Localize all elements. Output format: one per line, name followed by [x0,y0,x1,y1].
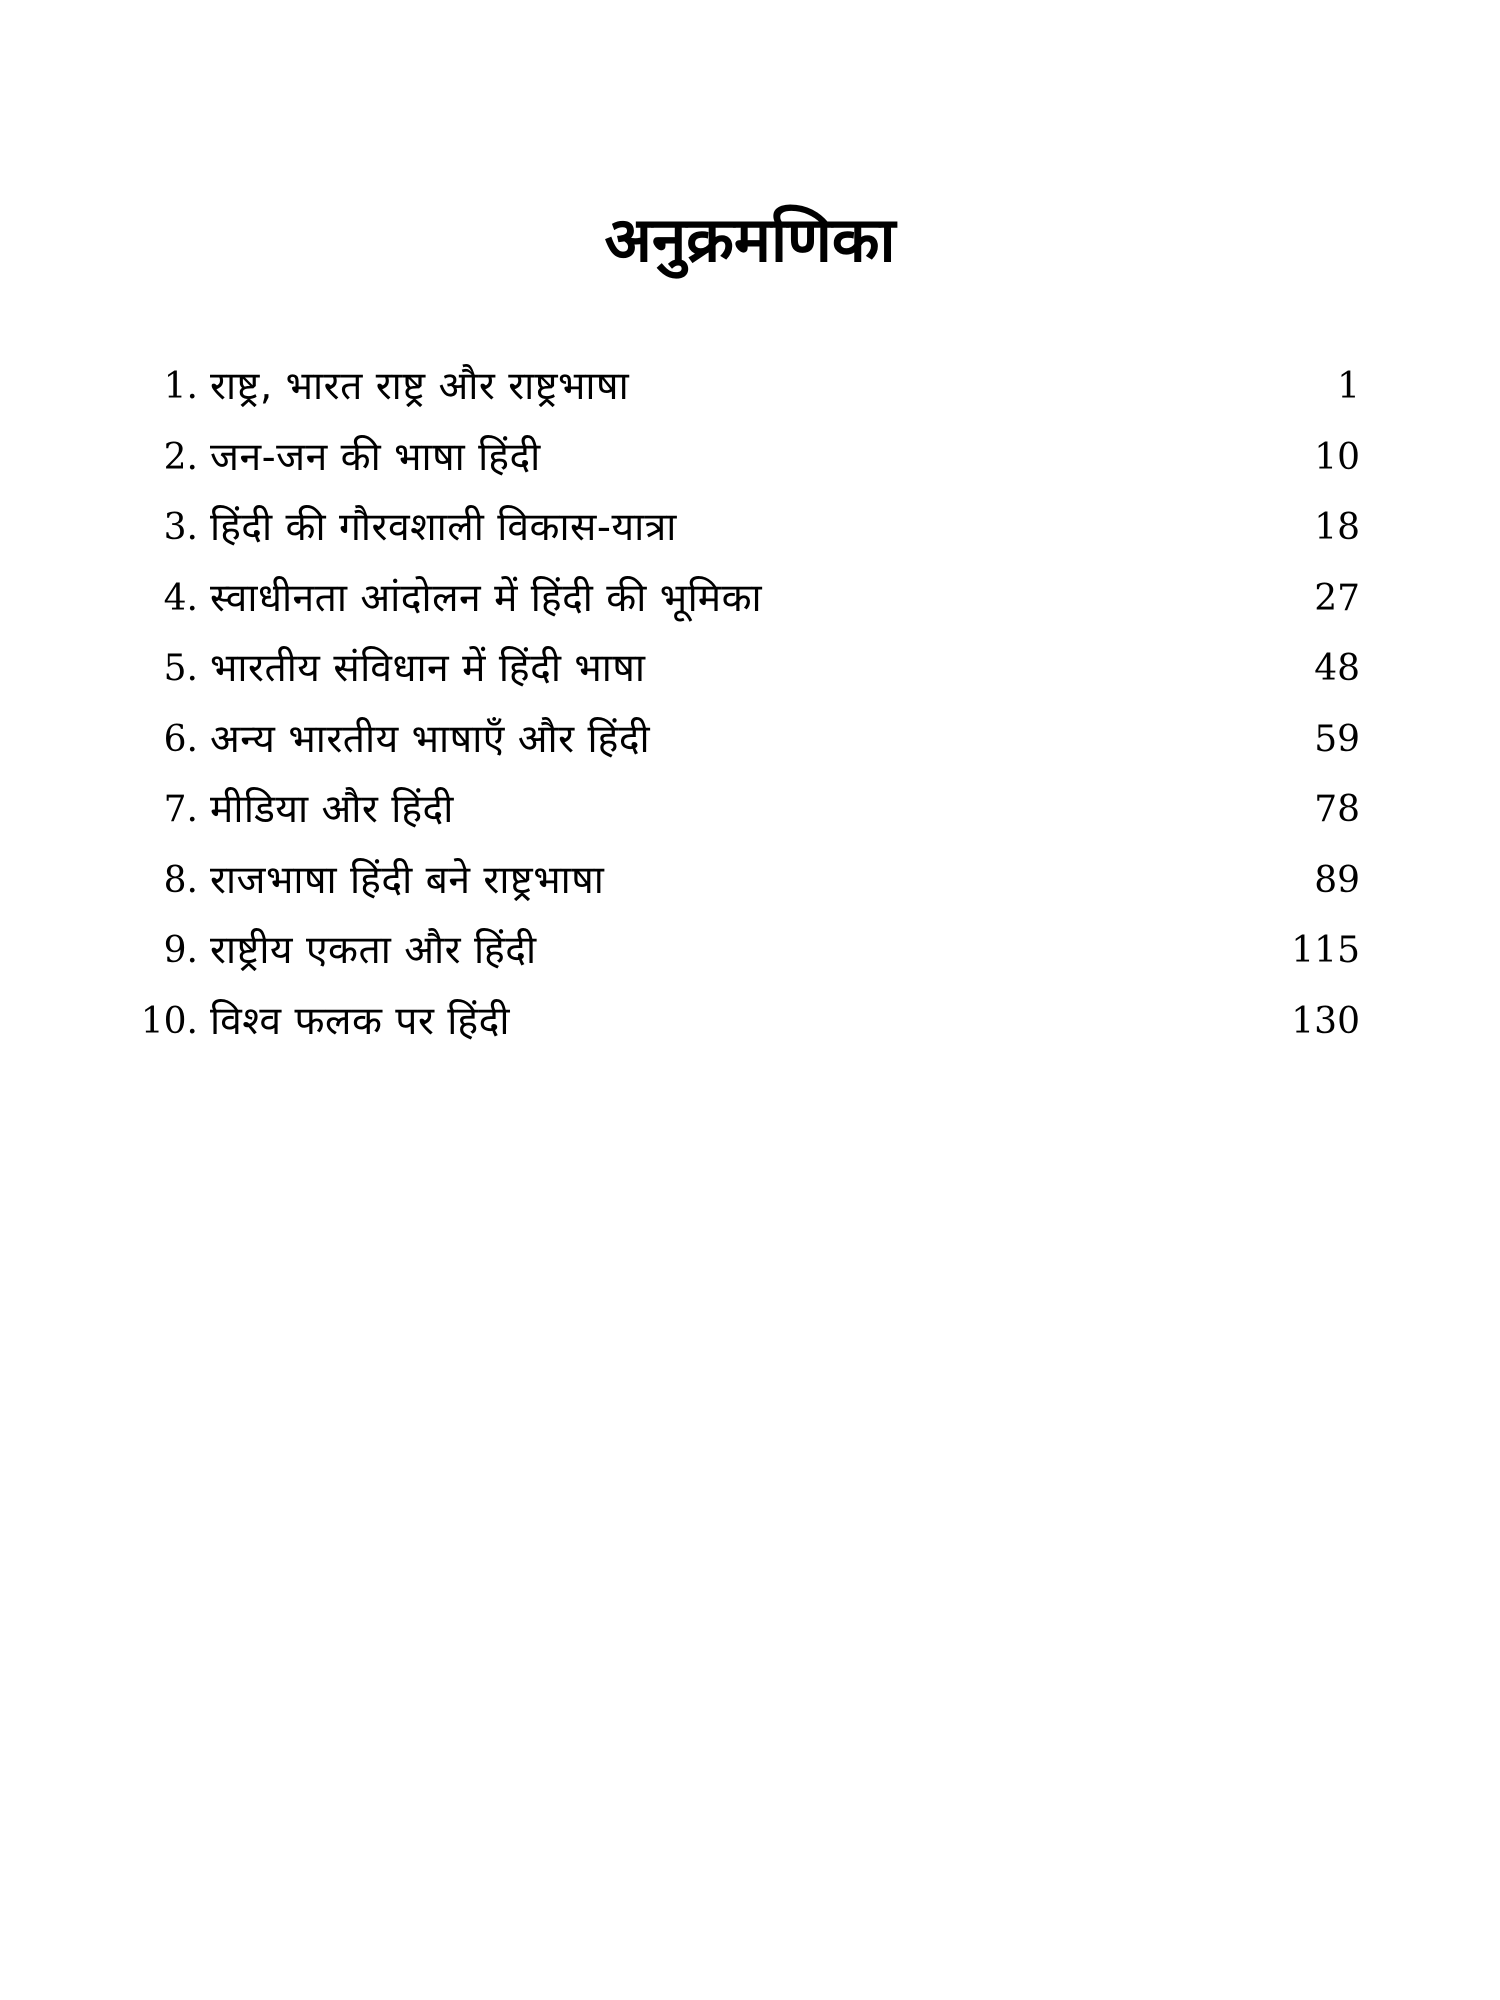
toc-entry [0,705,1500,776]
toc-entry-page: 78 [1314,789,1360,830]
toc-entry-number: 6. [163,718,198,760]
toc-entry-number: 5. [163,648,198,689]
toc-entry-number: 1. [163,366,198,407]
toc-entry [0,634,1500,705]
toc-entry-title: जन-जन की भाषा हिंदी [210,434,541,480]
toc-entry [0,775,1500,846]
toc-entry [0,846,1500,917]
toc-entry-number: 10. [140,1000,198,1042]
table-of-contents [0,352,1500,1057]
toc-entry-title: राष्ट्रीय एकता और हिंदी [210,928,537,973]
toc-entry [0,423,1500,494]
toc-entry-page: 59 [1314,718,1360,760]
toc-entry-number: 2. [163,436,198,478]
toc-entry-number: 3. [163,507,198,548]
toc-entry-page: 48 [1314,648,1360,689]
toc-entry-number: 9. [163,930,198,971]
toc-entry-page: 10 [1314,436,1360,478]
toc-entry-number: 8. [163,859,198,901]
toc-entry-title: राष्ट्र, भारत राष्ट्र और राष्ट्रभाषा [210,364,630,409]
toc-entry-title: राजभाषा हिंदी बने राष्ट्रभाषा [210,857,605,903]
toc-entry [0,987,1500,1058]
toc-entry-title: हिंदी की गौरवशाली विकास-यात्रा [210,505,677,550]
toc-entry [0,493,1500,564]
toc-entry-page: 89 [1314,859,1360,901]
page-title: अनुक्रमणिका [604,203,896,276]
toc-entry-title: मीडिया और हिंदी [210,787,454,832]
toc-entry-page: 1 [1337,366,1360,407]
toc-entry [0,564,1500,635]
toc-entry-number: 4. [163,577,198,619]
toc-entry-page: 18 [1314,507,1360,548]
toc-entry-title: स्वाधीनता आंदोलन में हिंदी की भूमिका [210,575,763,621]
toc-entry-page: 130 [1291,1000,1360,1042]
toc-entry-number: 7. [163,789,198,830]
toc-entry-title: अन्य भारतीय भाषाएँ और हिंदी [210,716,651,762]
toc-entry [0,352,1500,423]
toc-entry-page: 27 [1314,577,1360,619]
toc-entry-title: विश्व फलक पर हिंदी [210,998,510,1044]
toc-entry-page: 115 [1291,930,1360,971]
toc-entry-title: भारतीय संविधान में हिंदी भाषा [210,646,646,691]
toc-entry [0,916,1500,987]
